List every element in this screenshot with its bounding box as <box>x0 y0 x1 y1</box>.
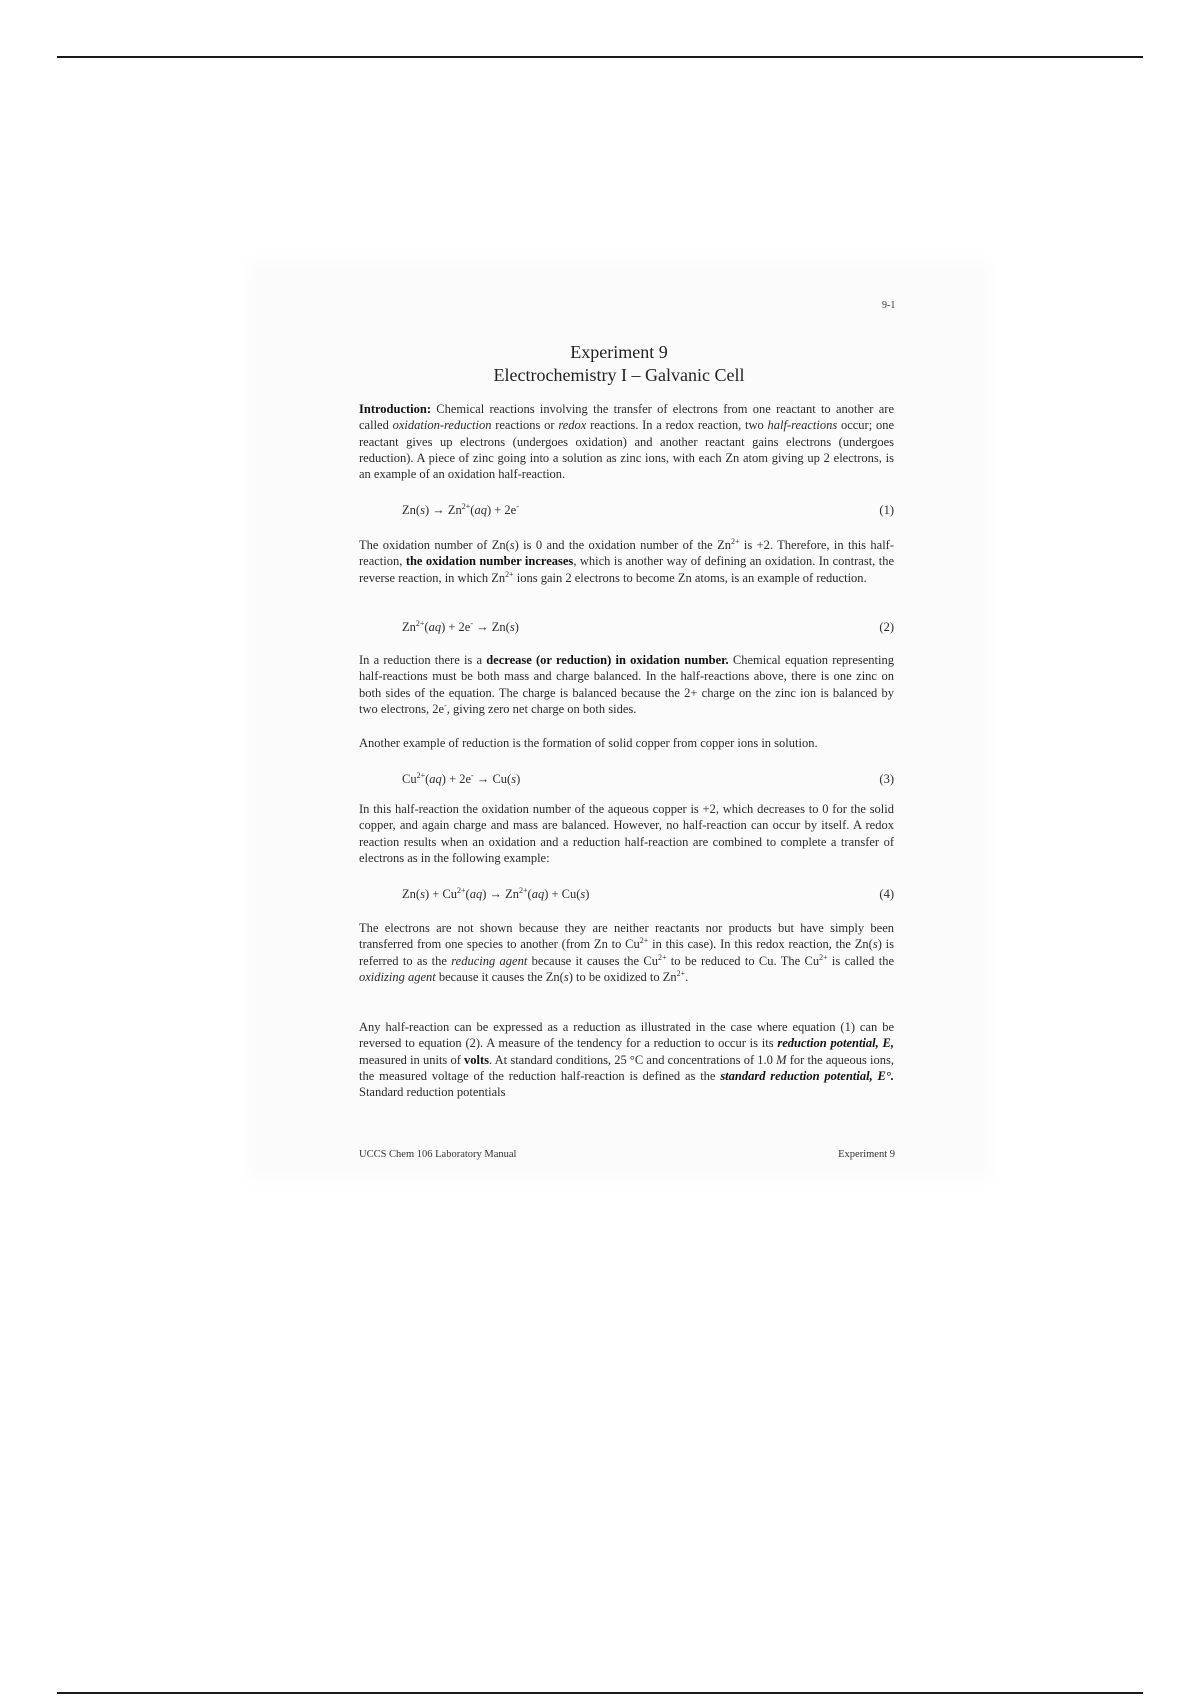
redox-paragraph: In this half-reaction the oxidation number of the aqueous copper is +2, which decreases to 0 for the solid copper, and again charge and mass are balanced. However, no half-reaction can occur by itself. A redox reaction results when an oxidation and a reduction half-reaction are combined to complete a transfer of electrons as in the following example: <box>359 802 894 865</box>
copper-reduction-paragraph: Another example of reduction is the formation of solid copper from copper ions in solution. <box>359 736 818 750</box>
bottom-rule <box>57 1692 1143 1694</box>
equation-1: $Zn(s) \to Zn^{2+}(aq) + 2e^-$ <box>402 501 519 517</box>
reduction-paragraph: In a reduction there is a decrease (or reduction) in oxidation number. Chemical equation representing half-reactions must be both mass and charge balanced. In the half-reactions above, there is one zinc on both sides of the equation. The charge is balanced because the 2+ charge on the zinc ion is balanced by two electrons, 2e-, giving zero net charge on both sides. <box>359 653 894 716</box>
footer-experiment: Experiment 9 <box>838 1149 895 1160</box>
equation-3: $Cu^{2+}(aq) + 2e^- \to Cu(s)$ <box>402 770 521 786</box>
introduction-label: Introduction: <box>359 402 432 416</box>
introduction-paragraph: Introduction: Chemical reactions involving the transfer of electrons from one reactant to another are called oxidation-reduction reactions or redox reactions. In a redox reaction, two half-reactions occur; one reactant gives up electrons (undergoes oxidation) and another reactant gains electrons (undergoes reduction). A piece of zinc going into a solution as zinc ions, with each Zn atom giving up 2 electrons, is an example of an oxidation half-reaction. <box>359 402 895 482</box>
equation-4: $Zn(s) + Cu^{2+}(aq) \to Zn^{2+}(aq) + Cu(s)$ <box>402 885 590 901</box>
equation-2: $Zn^{2+}(aq) + 2e^- \to Zn(s)$ <box>402 618 519 634</box>
top-rule <box>57 56 1143 58</box>
equation-3-number: (3) <box>879 772 894 786</box>
equation-2-number: (2) <box>879 620 894 634</box>
agents-paragraph: The electrons are not shown because they are neither reactants nor products but have simply been transferred from one species to another (from Zn to $Cu^{2+}$ in this case). In this redox reaction, the Zn(s) is referred to as the reducing agent because it causes the $Cu^{2+}$ to be reduced to Cu. The $Cu^{2+}$ is called the oxidizing agent because it causes the Zn(s) to be oxidized to $Zn^{2+}$. <box>359 921 895 984</box>
equation-1-number: (1) <box>879 503 894 517</box>
footer-manual-name: UCCS Chem 106 Laboratory Manual <box>359 1149 517 1160</box>
equation-4-number: (4) <box>879 887 894 901</box>
page-number: 9-1 <box>882 300 896 311</box>
oxidation-paragraph: The oxidation number of Zn(s) is 0 and the oxidation number of the $Zn^{2+}$ is +2. Therefore, in this half-reaction, the oxidation number increases, which is another way of defining an oxidation. In contrast, the reverse reaction, in which $Zn^{2+}$ ions gain 2 electrons to become Zn atoms, is an example of reduction. <box>359 536 895 585</box>
reduction-potential-paragraph: Any half-reaction can be expressed as a reduction as illustrated in the case where equation (1) can be reversed to equation (2). A measure of the tendency for a reduction to occur is its reduction potential, E, measured in units of volts. At standard conditions, 25 °C and concentrations of 1.0 M for the aqueous ions, the measured voltage of the reduction half-reaction is defined as the standard reduction potential, E°. Standard reduction potentials <box>359 1020 894 1100</box>
experiment-title: Experiment 9 <box>570 342 668 362</box>
experiment-subtitle: Electrochemistry I – Galvanic Cell <box>493 365 745 385</box>
